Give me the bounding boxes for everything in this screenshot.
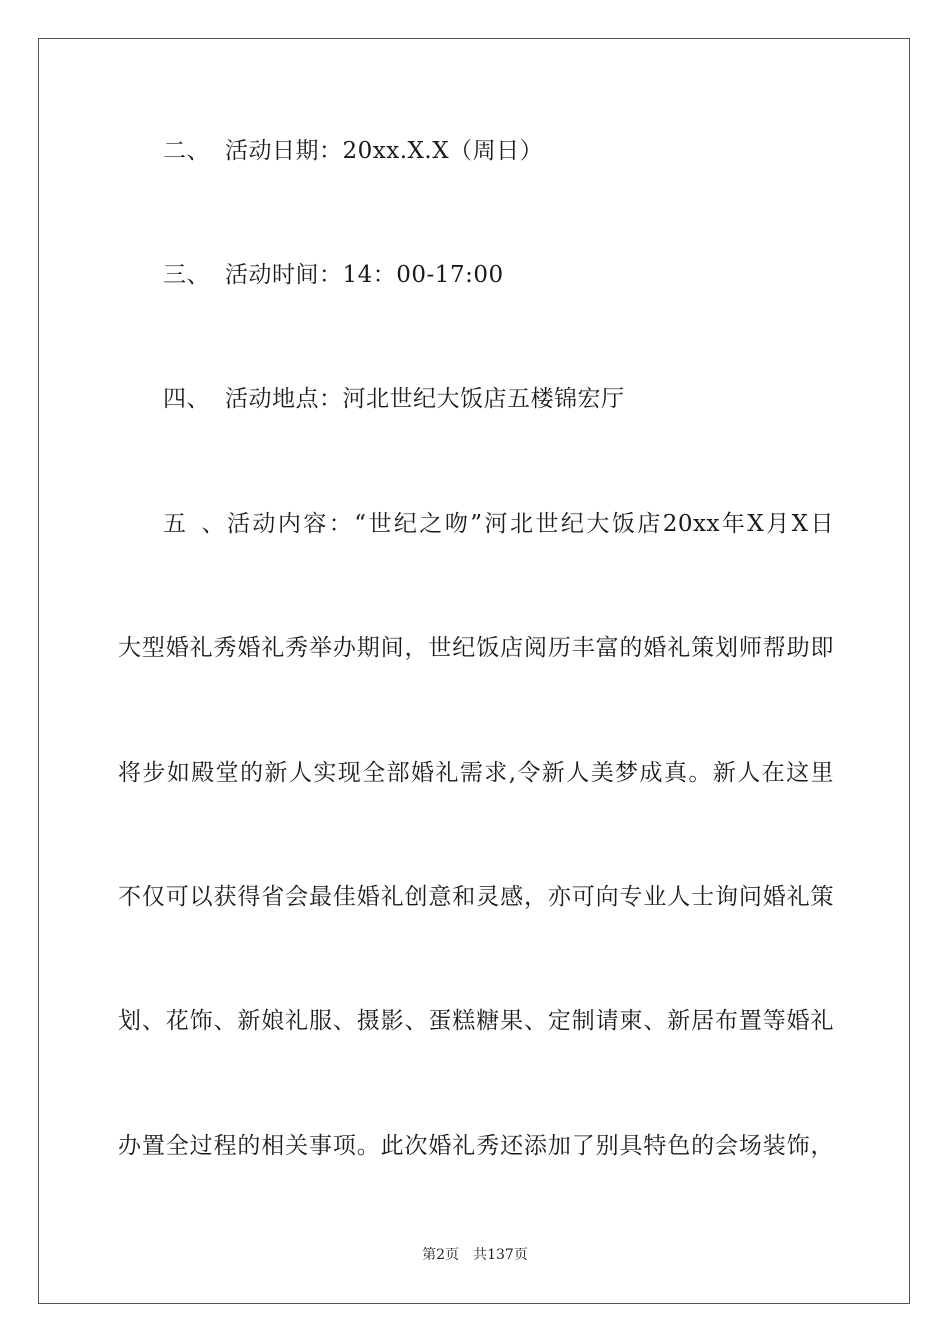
page-border	[38, 38, 910, 1304]
paragraph-line: 办置全过程的相关事项。此次婚礼秀还添加了别具特色的会场装饰，	[118, 1133, 834, 1159]
item-text: 活动时间：14：00-17:00	[225, 262, 504, 288]
paragraph-line: 将步如殿堂的新人实现全部婚礼需求,令新人美梦成真。新人在这里	[118, 760, 834, 786]
item-text: 活动地点：河北世纪大饭店五楼锦宏厅	[225, 386, 625, 412]
item-text: 活动内容：“世纪之吻”河北世纪大饭店20xx年X月X日	[225, 511, 834, 537]
page-footer	[0, 1246, 950, 1264]
paragraph-line: 大型婚礼秀婚礼秀举办期间，世纪饭店阅历丰富的婚礼策划师帮助即	[118, 635, 834, 661]
item-number: 三、	[163, 262, 210, 288]
item-number: 五、	[163, 511, 225, 537]
page-number: 第2页	[422, 1247, 460, 1263]
list-item	[163, 136, 834, 166]
paragraph-line: 不仅可以获得省会最佳婚礼创意和灵感，亦可向专业人士询问婚礼策	[118, 884, 834, 910]
item-number: 四、	[163, 386, 210, 412]
page-total: 共137页	[473, 1247, 528, 1263]
list-item	[163, 260, 834, 290]
paragraph-line: 划、花饰、新娘礼服、摄影、蛋糕糖果、定制请柬、新居布置等婚礼	[118, 1008, 834, 1034]
item-number: 二、	[163, 138, 210, 164]
list-item	[163, 384, 834, 414]
list-item	[163, 509, 834, 539]
item-text: 活动日期：20xx.X.X（周日）	[225, 138, 544, 164]
